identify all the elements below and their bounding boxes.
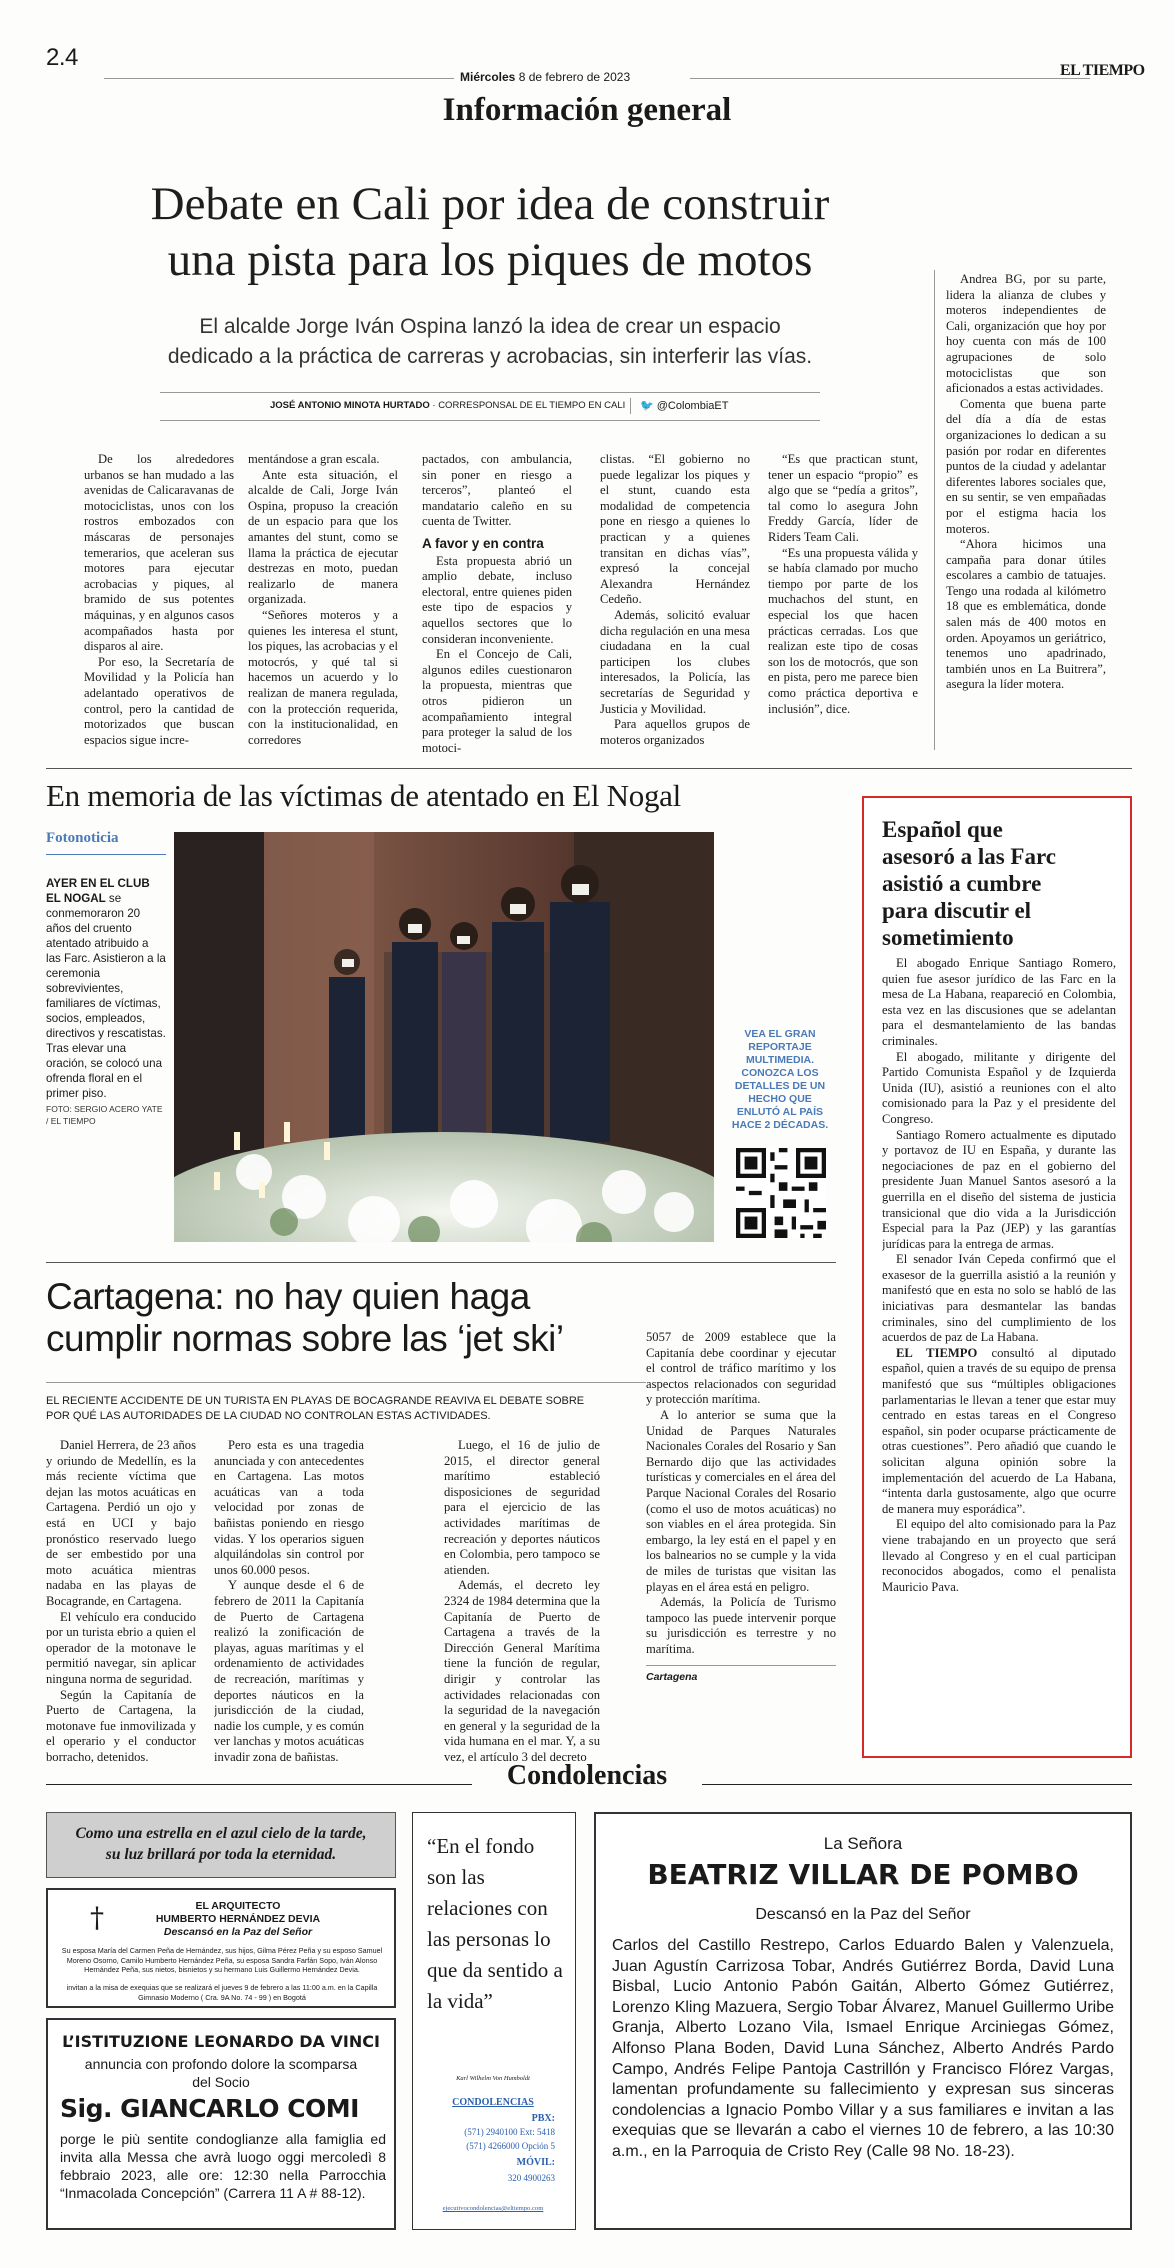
byline-twitter xyxy=(640,399,728,412)
condolence-ad-star xyxy=(46,1812,396,1878)
hernandez-invite: invitan a la misa de exequias que se realizará el jueves 9 de febrero a las 11:00 a.m. en la Capilla Gimnasio Moderno ( Cra. 9A No. 74 - 99 ) en Bogotá xyxy=(66,1983,378,2002)
cartagena-paragraph: Y aunque desde el 6 de febrero de 2011 la Capitanía de Puerto de Cartagena realizó la zonificación de playas, aguas marítimas y el ordenamiento de actividades de recreación, marítimas y deportes náuticos en la jurisdicción de la ciudad, nadie los cumple, y es común ver lanchas y motos acuáticas invadir zona de bañistas. xyxy=(214,1578,364,1764)
cartagena-col-2 xyxy=(214,1438,364,1765)
cartagena-paragraph: Según la Capitanía de Puerto de Cartagena, la motonave fue inmovilizada y el operario y el conductor borracho, detenidos. xyxy=(46,1687,196,1764)
cross-icon: † xyxy=(90,1901,104,1934)
main-headline-line-1: Debate en Cali por idea de construir xyxy=(150,178,830,230)
villar-rest: Descansó en la Paz del Señor xyxy=(755,1906,971,1923)
condolencias-rule-left xyxy=(46,1784,472,1785)
photo-headline: En memoria de las víctimas de atentado en El Nogal xyxy=(46,778,681,813)
cartagena-deck-rule xyxy=(46,1382,646,1383)
hernandez-title: EL ARQUITECTO xyxy=(195,1900,281,1912)
cartagena-signoff-rule xyxy=(646,1665,836,1666)
sidebar-paragraph: El abogado Enrique Santiago Romero, quien fue asesor jurídico de las Farc en la mesa de La Habana, reapareció en Colombia, esta vez en las discusiones que se adelantan para el desmantelamiento de las bandas criminales. xyxy=(882,956,1116,1048)
condolence-ad-contact xyxy=(412,1812,576,2230)
brand-logo: EL TIEMPO xyxy=(1060,62,1145,79)
contact-title: CONDOLENCIAS xyxy=(452,2097,534,2108)
byline-divider xyxy=(630,398,631,414)
main-deck-line-2: dedicado a la práctica de carreras y acrobacias, sin interferir las vías. xyxy=(167,345,813,368)
main-paragraph: “Señores moteros y a quienes les interesa el stunt, los piques, las acrobacias y el motocrós, y qué tal si hacemos un acuerdo y lo realizan de manera regulada, con la protección requerida, con la institucionalidad, en corredores xyxy=(248,607,398,747)
main-col-2 xyxy=(248,452,398,748)
qr-code-graphic xyxy=(736,1148,826,1238)
sidebar-p5-text: consultó al diputado español, quien a través de su equipo de prensa manifestó que sus “múltiples obligaciones parlamentarias le llevan a tener que estar muy centrado en estas tareas en el Congreso español, sin poder ocuparse prácticamente de otras cuestiones”. Pero añadió que cuando le solicitan alguna opinión sobre la implementación del acuerdo de La Habana, “intenta darla gustosamente, algo que ocurre de manera muy esporádica”. xyxy=(882,1345,1116,1516)
main-paragraph: Para aquellos grupos de moteros organizados xyxy=(600,717,750,747)
main-paragraph: pactados, con ambulancia, sin poner en riesgo a terceros”, planteó el mandatario caleño en su cuenta de Twitter. xyxy=(422,452,572,529)
cartagena-paragraph: Además, la Policía de Turismo tampoco las puede intervenir porque su jurisdicción es terrestre y no marítima. xyxy=(646,1595,836,1656)
section-divider-1 xyxy=(46,768,1132,769)
cartagena-paragraph: El vehículo era conducido por un turista ebrio a quien el operador de la motonave le permitió navegar, sin aplicar ninguna norma de seguridad. xyxy=(46,1609,196,1686)
main-deck-line-1: El alcalde Jorge Iván Ospina lanzó la idea de crear un espacio xyxy=(199,315,781,338)
photo-caption-text: se conmemoraron 20 años del cruento atentado atribuido a las Farc. Asistieron a la ceremonia sobrevivientes, familiares de víctimas, socios, empleados, directivos y rescatistas. Tras elevar una oración, se colocó una ofrenda floral en el primer piso. xyxy=(46,892,166,1100)
sidebar-paragraph xyxy=(882,1346,1116,1518)
main-paragraph: Por eso, la Secretaría de Movilidad y la Policía han adelantado operativos de control, pero la cantidad de motorizados que buscan espacios sigue incre- xyxy=(84,654,234,747)
twitter-icon: 🐦 xyxy=(640,400,654,412)
date-rest: 8 de febrero de 2023 xyxy=(518,70,631,84)
contact-quote: “En el fondo son las relaciones con las personas lo que da sentido a la vida” xyxy=(427,1834,563,2013)
cartagena-col-4 xyxy=(646,1330,836,1750)
cartagena-paragraph: Además, el decreto ley 2324 de 1984 determina que la Capitanía de Puerto de Cartagena a través de la Dirección General Marítima tiene la función de regular, dirigir y controlar las actividades relacionadas con la seguridad de la navegación en general y la seguridad de la vida humana en el mar. Y, a su vez, el artículo 3 del decreto xyxy=(444,1578,600,1764)
sidebar-headline-line-1: Español que xyxy=(882,817,1003,842)
hernandez-body: Su esposa María del Carmen Peña de Hernández, sus hijos, Gilma Pérez Peña y su esposo Samuel Moreno Osorno, Camilo Humberto Hernández Peña, su esposa Sandra Farfán Sopo, Iván Alonso Hernández Peña, sus nietos, bisnietos y su hermano Luis Guillermo Hernández Devia. xyxy=(61,1946,383,1974)
main-deck xyxy=(120,312,860,372)
byline-rule-bottom xyxy=(160,420,820,421)
sidebar-headline-line-2: asesoró a las Farc xyxy=(882,844,1056,869)
cartagena-paragraph: Pero esta es una tragedia anunciada y con antecedentes en Cartagena. Las motos acuáticas van a toda velocidad por zonas de bañistas poniendo en riesgo vidas. Y los operarios siguen alquilándolas sin control por unos 60.000 pesos. xyxy=(214,1438,364,1577)
cartagena-headline-line-1: Cartagena: no hay quien haga xyxy=(46,1276,530,1317)
photo-caption-lead: AYER EN EL CLUB EL NOGAL xyxy=(46,877,150,905)
cartagena-paragraph: A lo anterior se suma que la Unidad de Parques Naturales Nacionales Corales del Rosario y San Bernardo dijo que las actividades turísticas y comerciales en el área del Parque Nacional Corales del Rosario (como el uso de motos acuáticas) no son viables en el área protegida. Sin embargo, la ley está en el papel y en los balnearios no se cumple y la vida de miles de turistas que visitan las playas en el área está en peligro. xyxy=(646,1407,836,1594)
qr-code-icon[interactable] xyxy=(736,1148,826,1238)
cartagena-headline-line-2: cumplir normas sobre las ‘jet ski’ xyxy=(46,1318,564,1359)
contact-email[interactable]: ejecutivocondolencias@eltiempo.com xyxy=(442,2205,544,2212)
section-title: Información general xyxy=(442,92,732,128)
hernandez-header xyxy=(128,1900,348,1939)
cartagena-paragraph: 5057 de 2009 establece que la Capitanía debe coordinar y ejecutar el control de tráfico marítimo y los aspectos relacionados con seguridad y protección marítima. xyxy=(646,1330,836,1407)
comi-name: Sig. GIANCARLO COMI xyxy=(60,2094,359,2123)
byline-name: JOSÉ ANTONIO MINOTA HURTADO xyxy=(270,400,430,411)
sidebar-paragraph: El equipo del alto comisionado para la Paz viene trabajando en un proyecto que será llevado al Congreso y en el cual participan reconocidos abogados, como el penalista Mauricio Pava. xyxy=(882,1517,1116,1594)
main-paragraph: Ante esta situación, el alcalde de Cali, Jorge Iván Ospina, propuso la creación de un espacio para que los amantes del stunt, como se llama la práctica de ejecutar destrezas en moto, puedan realizarlo de manera organizada. xyxy=(248,467,398,607)
comi-body: porge le più sentite condoglianze alla famiglia ed invita alla Messa che avrà luogo oggi mercoledì 8 febbraio 2023, alle ore: 12:30 nella Parrocchia “Inmacolada Concepción” (Carrera 11 A # 88-12). xyxy=(60,2131,386,2201)
cartagena-body xyxy=(46,1438,606,1768)
main-col-4 xyxy=(600,452,750,748)
main-paragraph: “Ahora hicimos una campaña para donar útiles escolares a cambio de tatuajes. Tengo una rodada al kilómetro 18 que es emblemática, donde salen más de 400 motos en orden. Apoyamos un geriátrico, tenemos uno apadrinado, también unos en La Buitrera”, asegura la líder motera. xyxy=(946,537,1106,692)
cartagena-col-1 xyxy=(46,1438,196,1765)
main-paragraph: “Es una propuesta válida y se había clamado por mucho tiempo por parte de los muchachos del stunt, en especial los que hacen prácticas cerradas. Los que realizan este tipo de cosas son los de motocrós, que son en pista, pero me parece bien como práctica deportiva e inclusión”, dice. xyxy=(768,545,918,716)
main-paragraph: En el Concejo de Cali, algunos ediles cuestionaron la propuesta, mientras que otros pidieron un acompañamiento integral para proteger la salud de los motoci- xyxy=(422,647,572,755)
main-headline-line-2: una pista para los piques de motos xyxy=(167,234,813,286)
news-photo xyxy=(174,832,714,1242)
header-rule-right xyxy=(690,78,1090,79)
sidebar-headline xyxy=(882,816,1122,951)
qr-promo-text: VEA EL GRAN REPORTAJE MULTIMEDIA. CONOZCA LOS DETALLES DE UN HECHO QUE ENLUTÓ AL PAÍS HACE 2 DÉCADAS. xyxy=(731,1028,829,1131)
hernandez-name: HUMBERTO HERNÁNDEZ DEVIA xyxy=(155,1913,321,1925)
villar-name: BEATRIZ VILLAR DE POMBO xyxy=(647,1858,1079,1891)
main-paragraph: Comenta que buena parte del día a día de estas organizaciones lo dedican a su pasión por rodar en diferentes puntos de la ciudad y adelantar diferentes labores sociales que, en su sentir, se ven empañadas por el estigma hacia los moteros. xyxy=(946,396,1106,536)
condolencias-title: Condolencias xyxy=(506,1760,668,1791)
villar-title: La Señora xyxy=(823,1834,903,1853)
main-headline xyxy=(50,176,930,288)
sidebar-p5-lead: EL TIEMPO xyxy=(896,1345,978,1360)
comi-l3: del Socio xyxy=(192,2074,250,2090)
main-col-3 xyxy=(422,452,572,756)
main-side-divider xyxy=(934,270,935,750)
star-quote-line-1: Como una estrella en el azul cielo de la tarde, xyxy=(75,1825,367,1842)
star-quote xyxy=(47,1813,395,1875)
comi-l1: L’ISTITUZIONE LEONARDO DA VINCI xyxy=(62,2032,380,2051)
main-col-6 xyxy=(946,272,1106,750)
page-date xyxy=(460,70,630,84)
cartagena-signoff: Cartagena xyxy=(646,1671,698,1684)
cartagena-deck: EL RECIENTE ACCIDENTE DE UN TURISTA EN PLAYAS DE BOCAGRANDE REAVIVA EL DEBATE SOBRE POR QUÉ LAS AUTORIDADES DE LA CIUDAD NO CONTROLAN ESTAS ACTIVIDADES. xyxy=(46,1395,585,1422)
date-day: Miércoles xyxy=(460,70,516,84)
condolence-ad-hernandez xyxy=(46,1888,396,2008)
comi-l2: annuncia con profondo dolore la scomparsa xyxy=(84,2056,358,2072)
sidebar-paragraph: El senador Iván Cepeda confirmó que el exasesor de la guerrilla asistió a la reunión y manifestó que en esta no solo se habló de las iniciativas para desmantelar las bandas criminales, sino del cumplimiento de los acuerdos de paz de La Habana. xyxy=(882,1252,1116,1345)
contact-pbx-2[interactable]: (571) 4266000 Opción 5 xyxy=(466,2141,555,2151)
main-paragraph: clistas. “El gobierno no puede legalizar los piques y el stunt, cuando esta modalidad de competencia pone en riesgo a quienes lo practican y a quienes transitan en dichas vías”, expresó la concejal Alexandra Hernández Cedeño. xyxy=(600,452,750,607)
main-paragraph: De los alrededores urbanos se han mudado a las avenidas de Calicaravanas de motociclistas, unos con los rostros embozados con máscaras de personajes temerarios, que aceleran sus motores para ejecutar acrobacias y piques, al bramido de sus potentes máquinas, y en algunos casos acompañados hasta por disparos al aire. xyxy=(84,452,234,654)
contact-pbx-1[interactable]: (571) 2940100 Ext: 5418 xyxy=(464,2127,555,2137)
main-paragraph: Además, solicitó evaluar dicha regulación en una mesa ciudadana en la cual participen los clubes interesados, la Policía, las secretarías de Seguridad y Justicia y Movilidad. xyxy=(600,607,750,716)
star-quote-line-2: su luz brillará por toda la eternidad. xyxy=(105,1846,337,1863)
sidebar-headline-line-5: sometimiento xyxy=(882,925,1014,950)
villar-body: Carlos del Castillo Restrepo, Carlos Eduardo Balen y Valenzuela, Juan Agustín Carrizosa Tobar, Andrés Gutiérrez Borda, David Luna Bisbal, Lucio Antonio Pabón Gaitán, Alberto Gómez Gutiérrez, Lorenzo Kling Mazuera, Sergio Tobar Álvarez, Manuel Guillermo Uribe Granja, Alberto Lozano Vila, Ismael Enrique Arciniegas Gómez, Alfonso Plana Boden, David Luna Sánchez, Alberto Andrés Pardo Campo, Andrés Felipe Pantoja Castrillón y Francisco Flórez Vargas, lamentan profundamente su fallecimiento y expresan sus sinceras condolencias a Ignacio Pombo Villar y a sus familiares e invitan a las exequias que se llevarán a cabo el viernes 10 de febrero, a las 10:30 a.m., en la Parroquia de Cristo Rey (Calle 98 No. 18-23). xyxy=(612,1937,1114,2160)
photo-credit: FOTO: SERGIO ACERO YATE / EL TIEMPO xyxy=(46,1104,163,1126)
contact-quote-author: Karl Wilhelm Von Humboldt xyxy=(456,2075,530,2082)
byline-role: · CORRESPONSAL DE EL TIEMPO EN CALI xyxy=(429,400,626,411)
main-paragraph: Andrea BG, por su parte, lidera la alianza de clubes y moteros independientes de Cali, organización que hoy por hoy cuenta con más de 100 agrupaciones de solo motociclistas que son aficionados a estas actividades. xyxy=(946,272,1106,396)
cartagena-paragraph: Luego, el 16 de julio de 2015, el director general marítimo estableció disposiciones de seguridad para el ejercicio de las actividades marítimas de recreación y deportes náuticos en Colombia, pero tampoco se atienden. xyxy=(444,1438,600,1577)
twitter-handle: @ColombiaET xyxy=(656,400,729,412)
main-paragraph: Esta propuesta abrió un amplio debate, incluso electoral, entre quienes piden este tipo de espacios y aquellos sectores que lo consideran inconveniente. xyxy=(422,553,572,646)
sidebar-headline-line-3: asistió a cumbre xyxy=(882,871,1042,896)
ceremony-photo xyxy=(174,832,714,1242)
contact-movil-label: MÓVIL: xyxy=(516,2157,555,2168)
photo-caption xyxy=(46,876,166,1127)
condolencias-rule-right xyxy=(702,1784,1132,1785)
main-subhead: A favor y en contra xyxy=(422,535,544,551)
sidebar-paragraph: El abogado, militante y dirigente del Partido Comunista Español y de Izquierda Unida (IU), asistió a reuniones con el alto comisionado para la Paz y el presidente del Congreso. xyxy=(882,1049,1116,1126)
cartagena-col-3 xyxy=(444,1438,600,1765)
byline-rule-top xyxy=(160,392,820,393)
page-number: 2.4 xyxy=(46,44,78,71)
condolence-ad-comi xyxy=(46,2018,396,2230)
sidebar-body xyxy=(882,956,1116,1746)
byline xyxy=(270,400,625,411)
section-divider-2 xyxy=(46,1262,836,1263)
main-paragraph: “Es que practican stunt, tener un espacio “propio” es algo que se “pedía a gritos”, tal como lo asegura John Freddy García, líder de Riders Team Cali. xyxy=(768,452,918,544)
main-col-1 xyxy=(84,452,234,748)
contact-movil[interactable]: 320 4900263 xyxy=(507,2173,555,2183)
main-paragraph: mentándose a gran escala. xyxy=(248,452,380,466)
contact-pbx-label: PBX: xyxy=(531,2113,555,2124)
photo-label-rule xyxy=(46,854,166,855)
main-col-5 xyxy=(768,452,918,717)
photo-label: Fotonoticia xyxy=(46,830,119,846)
cartagena-paragraph: Daniel Herrera, de 23 años y oriundo de Medellín, es la más reciente víctima que dejan las motos acuáticas en Cartagena. Perdió un ojo y está en UCI y bajo pronóstico reservado luego de ser embestido por una moto acuática mientras nadaba en las playas de Bocagrande, en Cartagena. xyxy=(46,1438,196,1608)
condolence-ad-villar xyxy=(594,1812,1132,2230)
sidebar-paragraph: Santiago Romero actualmente es diputado y portavoz de IU en España, y durante las negociaciones de paz en el gobierno del presidente Juan Manuel Santos asesoró a la guerrilla en el diseño del sistema de justicia transicional que dio vida a la Jurisdicción Especial para la Paz (JEP) y las garantías jurídicas para la entrega de armas. xyxy=(882,1127,1116,1251)
sidebar-headline-line-4: para discutir el xyxy=(882,898,1032,923)
hernandez-rest: Descansó en la Paz del Señor xyxy=(163,1926,313,1938)
cartagena-headline xyxy=(46,1276,564,1360)
header-rule-left xyxy=(104,78,454,79)
sidebar-box xyxy=(862,796,1132,1758)
